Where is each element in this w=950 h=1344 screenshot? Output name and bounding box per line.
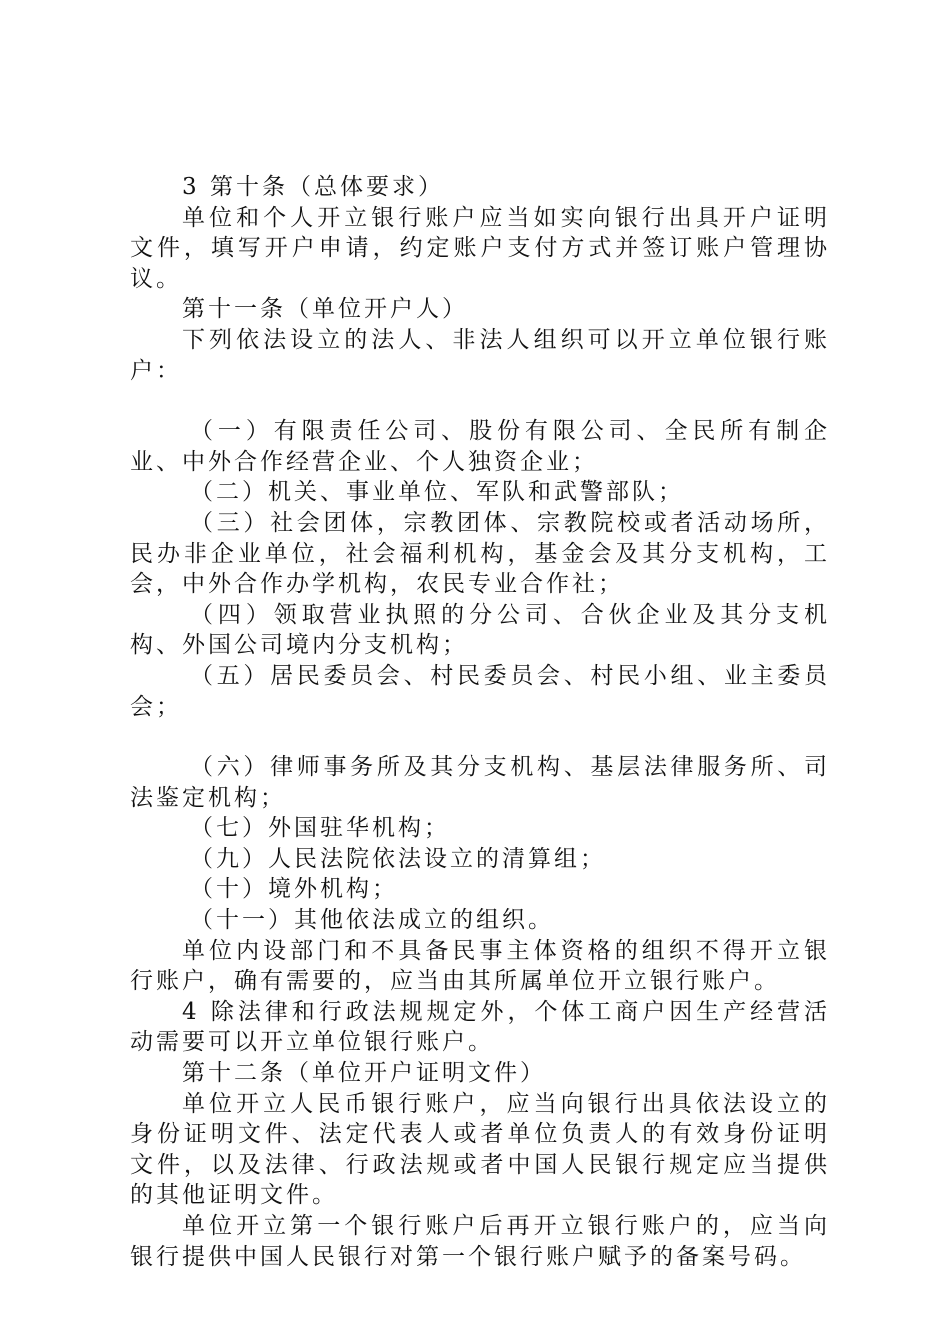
list-item-1: （一）有限责任公司、股份有限公司、全民所有制企业、中外合作经营企业、个人独资企业； (130, 418, 830, 475)
list-item-3: （三）社会团体，宗教团体、宗教院校或者活动场所，民办非企业单位，社会福利机构，基金会及其分支机构，工会，中外合作办学机构，农民专业合作社； (130, 509, 830, 598)
list-item-5: （五）居民委员会、村民委员会、村民小组、业主委员会； (130, 662, 830, 720)
list-item-10: （十）境外机构； (190, 876, 398, 903)
document-body (130, 172, 830, 1272)
list-item-4: （四）领取营业执照的分公司、合伙企业及其分支机构、外国公司境内分支机构； (130, 601, 830, 659)
article-10-text: 单位和个人开立银行账户应当如实向银行出具开户证明文件，填写开户申请，约定账户支付方式并签订账户管理协议。 (130, 204, 830, 292)
list-item-11: （十一）其他依法成立的组织。 (190, 907, 554, 934)
article-12-heading: 第十二条（单位开户证明文件） (182, 1060, 546, 1087)
list-item-9: （九）人民法院依法设立的清算组； (190, 845, 606, 872)
article-11-intro: 下列依法设立的法人、非法人组织可以开立单位银行账户： (130, 326, 830, 384)
list-item-2: （二）机关、事业单位、军队和武警部队； (190, 479, 684, 506)
article-12-text-1: 单位开立人民币银行账户，应当向银行出具依法设立的身份证明文件、法定代表人或者单位负责人的有效身份证明文件，以及法律、行政法规或者中国人民银行规定应当提供的其他证明文件。 (130, 1090, 830, 1209)
article-10-heading: 3 第十条（总体要求） (182, 174, 444, 200)
list-item-7: （七）外国驻华机构； (190, 815, 450, 842)
list-item-6: （六）律师事务所及其分支机构、基层法律服务所、司法鉴定机构； (130, 754, 830, 811)
article-12-text-2: 单位开立第一个银行账户后再开立银行账户的，应当向银行提供中国人民银行对第一个银行账户赋予的备案号码。 (130, 1213, 830, 1270)
blank-line (130, 722, 830, 752)
blank-line (130, 386, 830, 416)
individual-business-paragraph: 4 除法律和行政法规规定外，个体工商户因生产经营活动需要可以开立单位银行账户。 (130, 998, 830, 1056)
article-11-heading: 第十一条（单位开户人） (182, 296, 468, 323)
internal-department-paragraph: 单位内设部门和不具备民事主体资格的组织不得开立银行账户，确有需要的，应当由其所属单位开立银行账户。 (130, 937, 830, 995)
